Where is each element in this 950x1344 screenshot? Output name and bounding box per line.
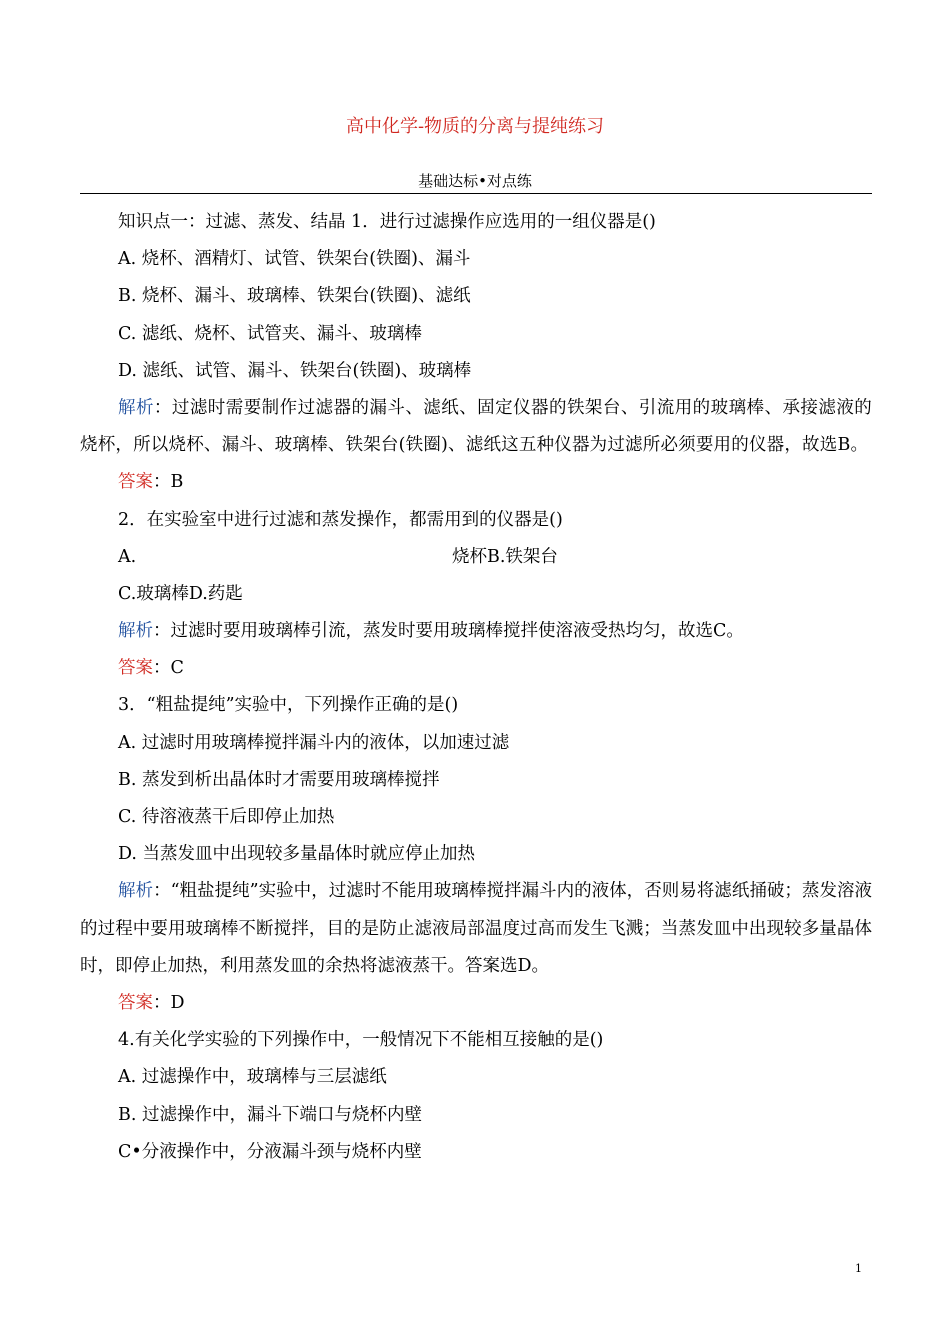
question-2-option-a-text: 烧杯B.铁架台 [452,546,558,567]
question-3-option-a: A. 过滤时用玻璃棒搅拌漏斗内的液体，以加速过滤 [118,732,510,753]
question-1-option-a: A. 烧杯、酒精灯、试管、铁架台(铁圈)、漏斗 [118,249,471,270]
page-title: 高中化学-物质的分离与提纯练习 [345,116,605,137]
analysis-label: 解析 [118,881,154,902]
question-3-option-c: C. 待溶液蒸干后即停止加热 [118,807,335,828]
question-4-option-a: A. 过滤操作中，玻璃棒与三层滤纸 [118,1067,387,1088]
question-2-option-ab [80,539,872,576]
question-1-option-c: C. 滤纸、烧杯、试管夹、漏斗、玻璃棒 [118,323,422,344]
answer-value: ：B [153,472,184,493]
page-number: 1 [855,1262,862,1275]
question-4-option-c: C•分液操作中，分液漏斗颈与烧杯内壁 [118,1141,422,1162]
question-1-option-d: D. 滤纸、试管、漏斗、铁架台(铁圈)、玻璃棒 [118,360,472,381]
question-2-option-cd: C.玻璃棒D.药匙 [118,583,243,604]
analysis-text: ：“粗盐提纯”实验中，过滤时不能用玻璃棒搅拌漏斗内的液体，否则易将滤纸捅破；蒸发溶液的过程中要用玻璃棒不断搅拌，目的是防止滤液局部温度过高而发生飞溅；当蒸发皿中出现较多量晶体时，即停止加热，利用蒸发皿的余热将滤液蒸干。答案选D。 [80,881,873,976]
question-3-option-d: D. 当蒸发皿中出现较多量晶体时就应停止加热 [118,844,476,865]
question-1-answer [80,464,872,501]
answer-label: 答案 [118,658,153,679]
question-3-answer [80,985,872,1022]
question-2-answer [80,650,872,687]
question-4-stem: 4.有关化学实验的下列操作中，一般情况下不能相互接触的是() [118,1030,604,1051]
question-2-option-a-label: A. [118,546,137,567]
answer-value: ：D [153,993,185,1014]
question-3-stem: 3．“粗盐提纯”实验中，下列操作正确的是() [118,695,459,716]
analysis-text: ：过滤时要用玻璃棒引流，蒸发时要用玻璃棒搅拌使溶液受热均匀，故选C。 [153,621,744,642]
answer-value: ：C [153,658,184,679]
question-2-analysis [80,613,872,650]
analysis-label: 解析 [118,397,154,418]
analysis-label: 解析 [118,621,153,642]
header-divider [80,193,872,194]
question-4-option-b: B. 过滤操作中，漏斗下端口与烧杯内壁 [118,1104,422,1125]
question-1-analysis [80,390,872,464]
question-1-stem: 知识点一：过滤、蒸发、结晶 1．进行过滤操作应选用的一组仪器是() [118,212,656,232]
document-body [80,204,872,1171]
question-3-analysis [80,873,872,985]
answer-label: 答案 [118,993,153,1014]
question-2-stem: 2．在实验室中进行过滤和蒸发操作，都需用到的仪器是() [118,509,563,530]
analysis-text: ：过滤时需要制作过滤器的漏斗、滤纸、固定仪器的铁架台、引流用的玻璃棒、承接滤液的烧杯，所以烧杯、漏斗、玻璃棒、铁架台(铁圈)、滤纸这五种仪器为过滤所必须要用的仪器，故选B。 [80,397,872,456]
question-3-option-b: B. 蒸发到析出晶体时才需要用玻璃棒搅拌 [118,769,440,790]
answer-label: 答案 [118,472,153,493]
section-subtitle: 基础达标•对点练 [418,172,532,190]
question-1-option-b: B. 烧杯、漏斗、玻璃棒、铁架台(铁圈)、滤纸 [118,286,471,307]
